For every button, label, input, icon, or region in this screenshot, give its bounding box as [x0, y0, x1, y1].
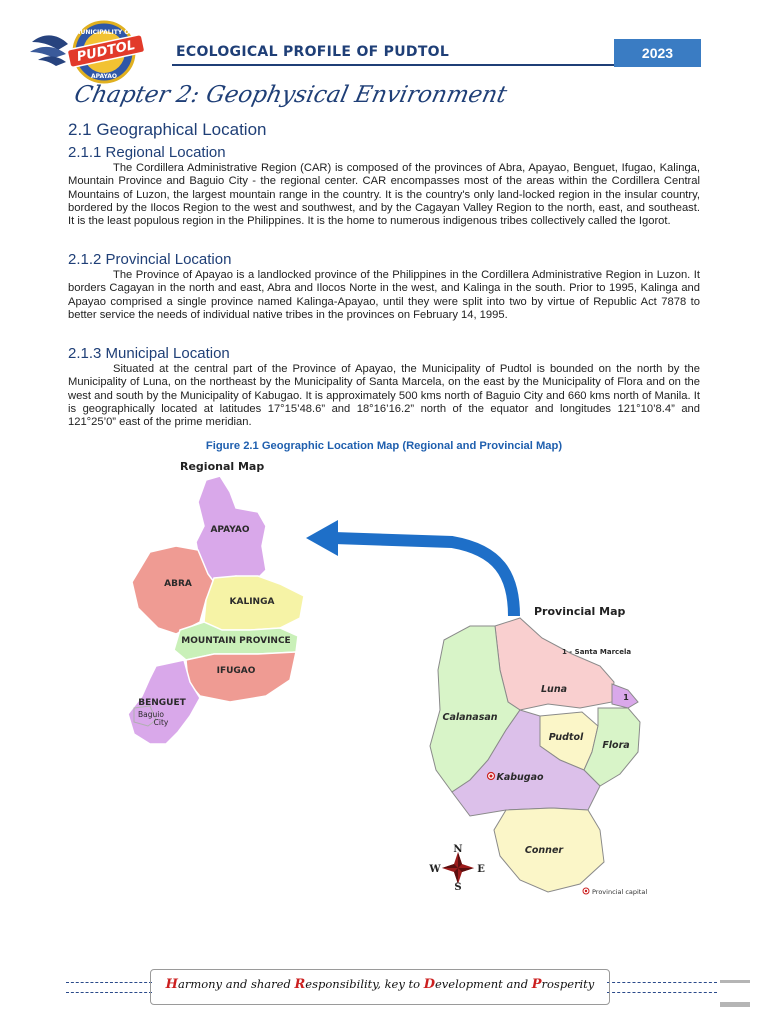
region-abra — [132, 546, 214, 634]
region-label-abra: ABRA — [164, 579, 192, 589]
region-label-benguet: BENGUET — [138, 698, 186, 708]
page-edge-mark-2 — [720, 1002, 750, 1007]
footer-motto: Harmony and shared Responsibility, key to Development and Prosperity — [165, 977, 595, 992]
footer-dash-left — [66, 982, 152, 983]
santa-marcela-number: 1 — [623, 693, 629, 702]
footer-dash-left-2 — [66, 992, 152, 993]
region-label-apayao: APAYAO — [210, 525, 250, 535]
baguio-label-line2: City — [153, 718, 169, 727]
paragraph-provincial-location: The Province of Apayao is a landlocked province of the Philippines in the Cordillera Administrative Region in Luzon. It borders Cagayan in the north and east, Abra and Ilocos Norte in the west, and Kalinga in the south. Prior to 1995, Kalinga and Apayao comprised a single province named Kalinga-Apayao, until they were split into two by virtue of Republic Act 7878 to better service the needs of individual native tribes in the provinces on February 14, 1995. — [68, 269, 700, 321]
baguio-label-line1: Baguio — [138, 710, 164, 719]
figure-caption: Figure 2.1 Geographic Location Map (Regional and Provincial Map) — [205, 440, 563, 452]
municipality-label-calanasan: Calanasan — [442, 712, 498, 723]
page-edge-mark — [720, 980, 750, 983]
document-header-title: ECOLOGICAL PROFILE OF PUDTOL — [176, 44, 450, 60]
paragraph-regional-location: The Cordillera Administrative Region (CAR) is composed of the provinces of Abra, Apayao, Benguet, Ifugao, Kalinga, Mountain Province and Baguio City - the regional center. CAR encompasses most of the areas within the Cordillera Central Mountains of Luzon, the largest mountain range in the country. It is the country's only land-locked region in the insular country, bordered by the Ilocos Region to the west and southwest, and by the Cagayan Valley Region to the north, east, and southeast. It is the least populous region in the Philippines. It is the home to numerous indigenous tribes collectively called the Igorot. — [68, 162, 700, 228]
compass-east: E — [477, 864, 485, 875]
region-ifugao — [186, 652, 296, 702]
paragraph-municipal-location: Situated at the central part of the Province of Apayao, the Municipality of Pudtol is bounded on the north by the Municipality of Luna, on the northeast by the Municipality of Santa Marcela, on the east by the Municipality of Flora and on the west and south by the Municipality of Kabugao. It is approximately 500 kms north of Baguio City and 660 kms north of Manila. It is geographically located at latitudes 17°15’48.6” and 18°16’16.2” north of the equator and longitudes 121°10’8.4” and 121°25’0” east of the prime meridian. — [68, 363, 700, 429]
municipality-label-flora: Flora — [602, 740, 630, 751]
compass-west: W — [429, 864, 441, 875]
municipality-label-kabugao: Kabugao — [496, 772, 544, 783]
capital-legend — [583, 888, 647, 896]
logo-bottom-text: APAYAO — [90, 73, 118, 80]
capital-legend-label: Provincial capital — [592, 888, 648, 896]
santa-marcela-legend: 1 - Santa Marcela — [562, 648, 632, 656]
region-label-ifugao: IFUGAO — [216, 666, 256, 676]
compass-rose-icon — [442, 852, 474, 884]
municipality-label-pudtol: Pudtol — [548, 732, 584, 743]
location-arrow — [306, 520, 514, 616]
subsection-heading-regional: 2.1.1 Regional Location — [68, 144, 226, 161]
geographic-location-maps — [0, 470, 768, 910]
chapter-title: Chapter 2: Geophysical Environment — [72, 82, 510, 108]
provincial-capital-marker — [488, 773, 495, 780]
subsection-heading-provincial: 2.1.2 Provincial Location — [68, 251, 232, 268]
municipality-label-conner: Conner — [524, 845, 564, 856]
logo-wordmark: PUDTOL — [75, 38, 137, 65]
year-badge: 2023 — [614, 39, 701, 67]
header-rule — [172, 64, 614, 66]
municipality-luna — [495, 618, 614, 710]
subsection-heading-municipal: 2.1.3 Municipal Location — [68, 345, 230, 362]
logo-arc-text: MUNICIPALITY OF — [74, 29, 134, 36]
region-label-mountain-province: MOUNTAIN PROVINCE — [181, 636, 291, 646]
compass-south: S — [454, 882, 462, 893]
municipality-label-luna: Luna — [541, 684, 567, 695]
provincial-map-label: Provincial Map — [534, 605, 626, 618]
region-label-kalinga: KALINGA — [229, 597, 275, 607]
compass-north: N — [453, 844, 463, 855]
regional-map-label: Regional Map — [180, 460, 265, 473]
municipal-seal-logo — [28, 20, 168, 84]
footer-dash-right-2 — [607, 992, 717, 993]
footer-dash-right — [607, 982, 717, 983]
section-heading: 2.1 Geographical Location — [68, 120, 267, 139]
